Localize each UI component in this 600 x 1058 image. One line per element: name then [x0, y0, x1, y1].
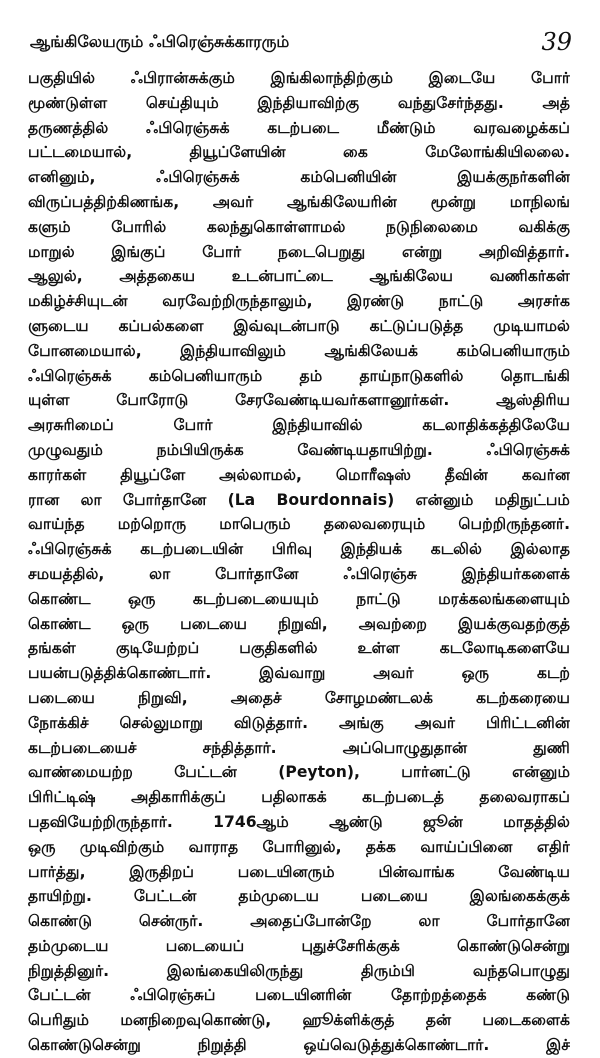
text-line: தருணத்தில் ஃபிரெஞ்சுக் கடற்படை மீண்டும் வரவழைக்கப் — [28, 118, 570, 137]
running-head: ஆங்கிலேயரும் ஃபிரெஞ்சுக்காரரும் — [30, 32, 290, 51]
text-line: தம்முடைய படையைப் புதுச்சேரிக்குக் கொண்டுசென்று — [28, 936, 570, 955]
text-line: மூண்டுள்ள செய்தியும் இந்தியாவிற்கு வந்துசேர்ந்தது. அத் — [28, 93, 570, 112]
text-line: தங்கள் குடியேற்றப் பகுதிகளில் உள்ள கடலோடிகளையே — [28, 639, 570, 658]
text-line: பெரிதும் மனநிறைவுகொண்டு, ஹூக்ளிக்குத் தன் படைகளைக் — [28, 1011, 570, 1030]
text-line: பயன்படுத்திக்கொண்டார். இவ்வாறு அவர் ஒரு கடற் — [28, 664, 570, 683]
text-line: கொண்டு சென்ருர். அதைப்போன்றே லா போர்தானே — [28, 912, 570, 931]
text-line: எனினும், ஃபிரெஞ்சுக் கம்பெனியின் இயக்குநர்களின் — [28, 168, 570, 187]
text-line: ஆலுல், அத்தகைய உடன்பாட்டை ஆங்கிலேய வணிகர்கள் — [28, 267, 570, 286]
text-line: படையை நிறுவி, அதைச் சோழமண்டலக் கடற்கரையை — [28, 688, 570, 707]
text-line: பிரிட்டிஷ் அதிகாரிக்குப் பதிலாகக் கடற்படைத் தலைவராகப் — [28, 788, 570, 807]
text-line: வாண்மையற்ற பேட்டன் (Peyton), பார்னட்டு என்னும் — [28, 763, 570, 782]
text-line: ளுடைய கப்பல்களை இவ்வுடன்பாடு கட்டுப்படுத்த முடியாமல் — [28, 316, 570, 335]
text-line: கொண்ட ஒரு கடற்படையையும் நாட்டு மரக்கலங்களையும் — [28, 589, 570, 608]
text-line: களும் போரில் கலந்துகொள்ளாமல் நடுநிலைமை வகிக்கு — [28, 217, 570, 236]
body-text — [28, 66, 570, 1058]
text-line: பேட்டன் ஃபிரெஞ்சுப் படையினரின் தோற்றத்தைக் கண்டு — [28, 986, 570, 1005]
text-line: தாயிற்று. பேட்டன் தம்முடைய படையை இலங்கைக்குக் — [28, 887, 570, 906]
text-line: பட்டமையால், தியூப்ளேயின் கை மேலோங்கியிலலை. — [28, 143, 570, 162]
text-line: சமயத்தில், லா போர்தானே ஃபிரெஞ்சு இந்தியர்களைக் — [28, 564, 570, 583]
text-line: யுள்ள போரோடு சேரவேண்டியவர்களானூர்கள். ஆஸ்திரிய — [28, 391, 570, 410]
text-line: ஃபிரெஞ்சுக் கடற்படையின் பிரிவு இந்தியக் கடலில் இல்லாத — [28, 540, 570, 559]
text-line: பகுதியில் ஃபிரான்சுக்கும் இங்கிலாந்திற்கும் இடையே போர் — [28, 69, 570, 87]
page-header — [30, 30, 572, 56]
text-line: பார்த்து, இருதிறப் படையினரும் பின்வாங்க வேண்டிய — [28, 862, 570, 881]
text-line: வாய்ந்த மற்றொரு மாபெரும் தலைவரையும் பெற்றிருந்தனர். — [28, 515, 570, 534]
text-line: கொண்டுசென்று நிறுத்தி ஒய்வெடுத்துக்கொண்டார். இச் — [28, 1036, 570, 1055]
text-line: காரர்கள் தியூப்ளே அல்லாமல், மொரீஷஸ் தீவின் கவர்ன — [28, 465, 570, 484]
text-line: கொண்ட ஒரு படையை நிறுவி, அவற்றை இயக்குவதற்குத் — [28, 614, 570, 633]
page-number: 39 — [541, 28, 572, 56]
text-line: பதவியேற்றிருந்தார். 1746ஆம் ஆண்டு ஜூன் மாதத்தில் — [28, 812, 570, 831]
text-line: நிறுத்தினுர். இலங்கையிலிருந்து திரும்பி வந்தபொழுது — [28, 961, 570, 980]
text-line: கடற்படையைச் சந்தித்தார். அப்பொழுதுதான் துணி — [28, 738, 570, 757]
text-line: ஃபிரெஞ்சுக் கம்பெனியாரும் தம் தாய்நாடுகளில் தொடங்கி — [28, 366, 570, 385]
text-line: மாறுல் இங்குப் போர் நடைபெறுது என்று அறிவித்தார். — [28, 242, 570, 261]
text-line: நோக்கிச் செல்லுமாறு விடுத்தார். அங்கு அவர் பிரிட்டனின் — [28, 713, 570, 732]
text-line: ரான லா போர்தானே (La Bourdonnais) என்னும் மதிநுட்பம் — [28, 490, 570, 509]
text-line: போனமையால், இந்தியாவிலும் ஆங்கிலேயக் கம்பெனியாரும் — [28, 341, 570, 360]
text-line: விருப்பத்திற்கிணங்க, அவர் ஆங்கிலேயரின் மூன்று மாநிலங் — [28, 192, 570, 211]
text-line: ஒரு முடிவிற்கும் வாராத போரினுல், தக்க வாய்ப்பினை எதிர் — [28, 837, 570, 856]
text-line: அரசுரிமைப் போர் இந்தியாவில் கடலாதிக்கத்திலேயே — [28, 416, 570, 435]
text-line: முழுவதும் நம்பியிருக்க வேண்டியதாயிற்று. ஃபிரெஞ்சுக் — [28, 440, 570, 459]
text-line: மகிழ்ச்சியுடன் வரவேற்றிருந்தாலும், இரண்டு நாட்டு அரசர்க — [28, 292, 570, 311]
